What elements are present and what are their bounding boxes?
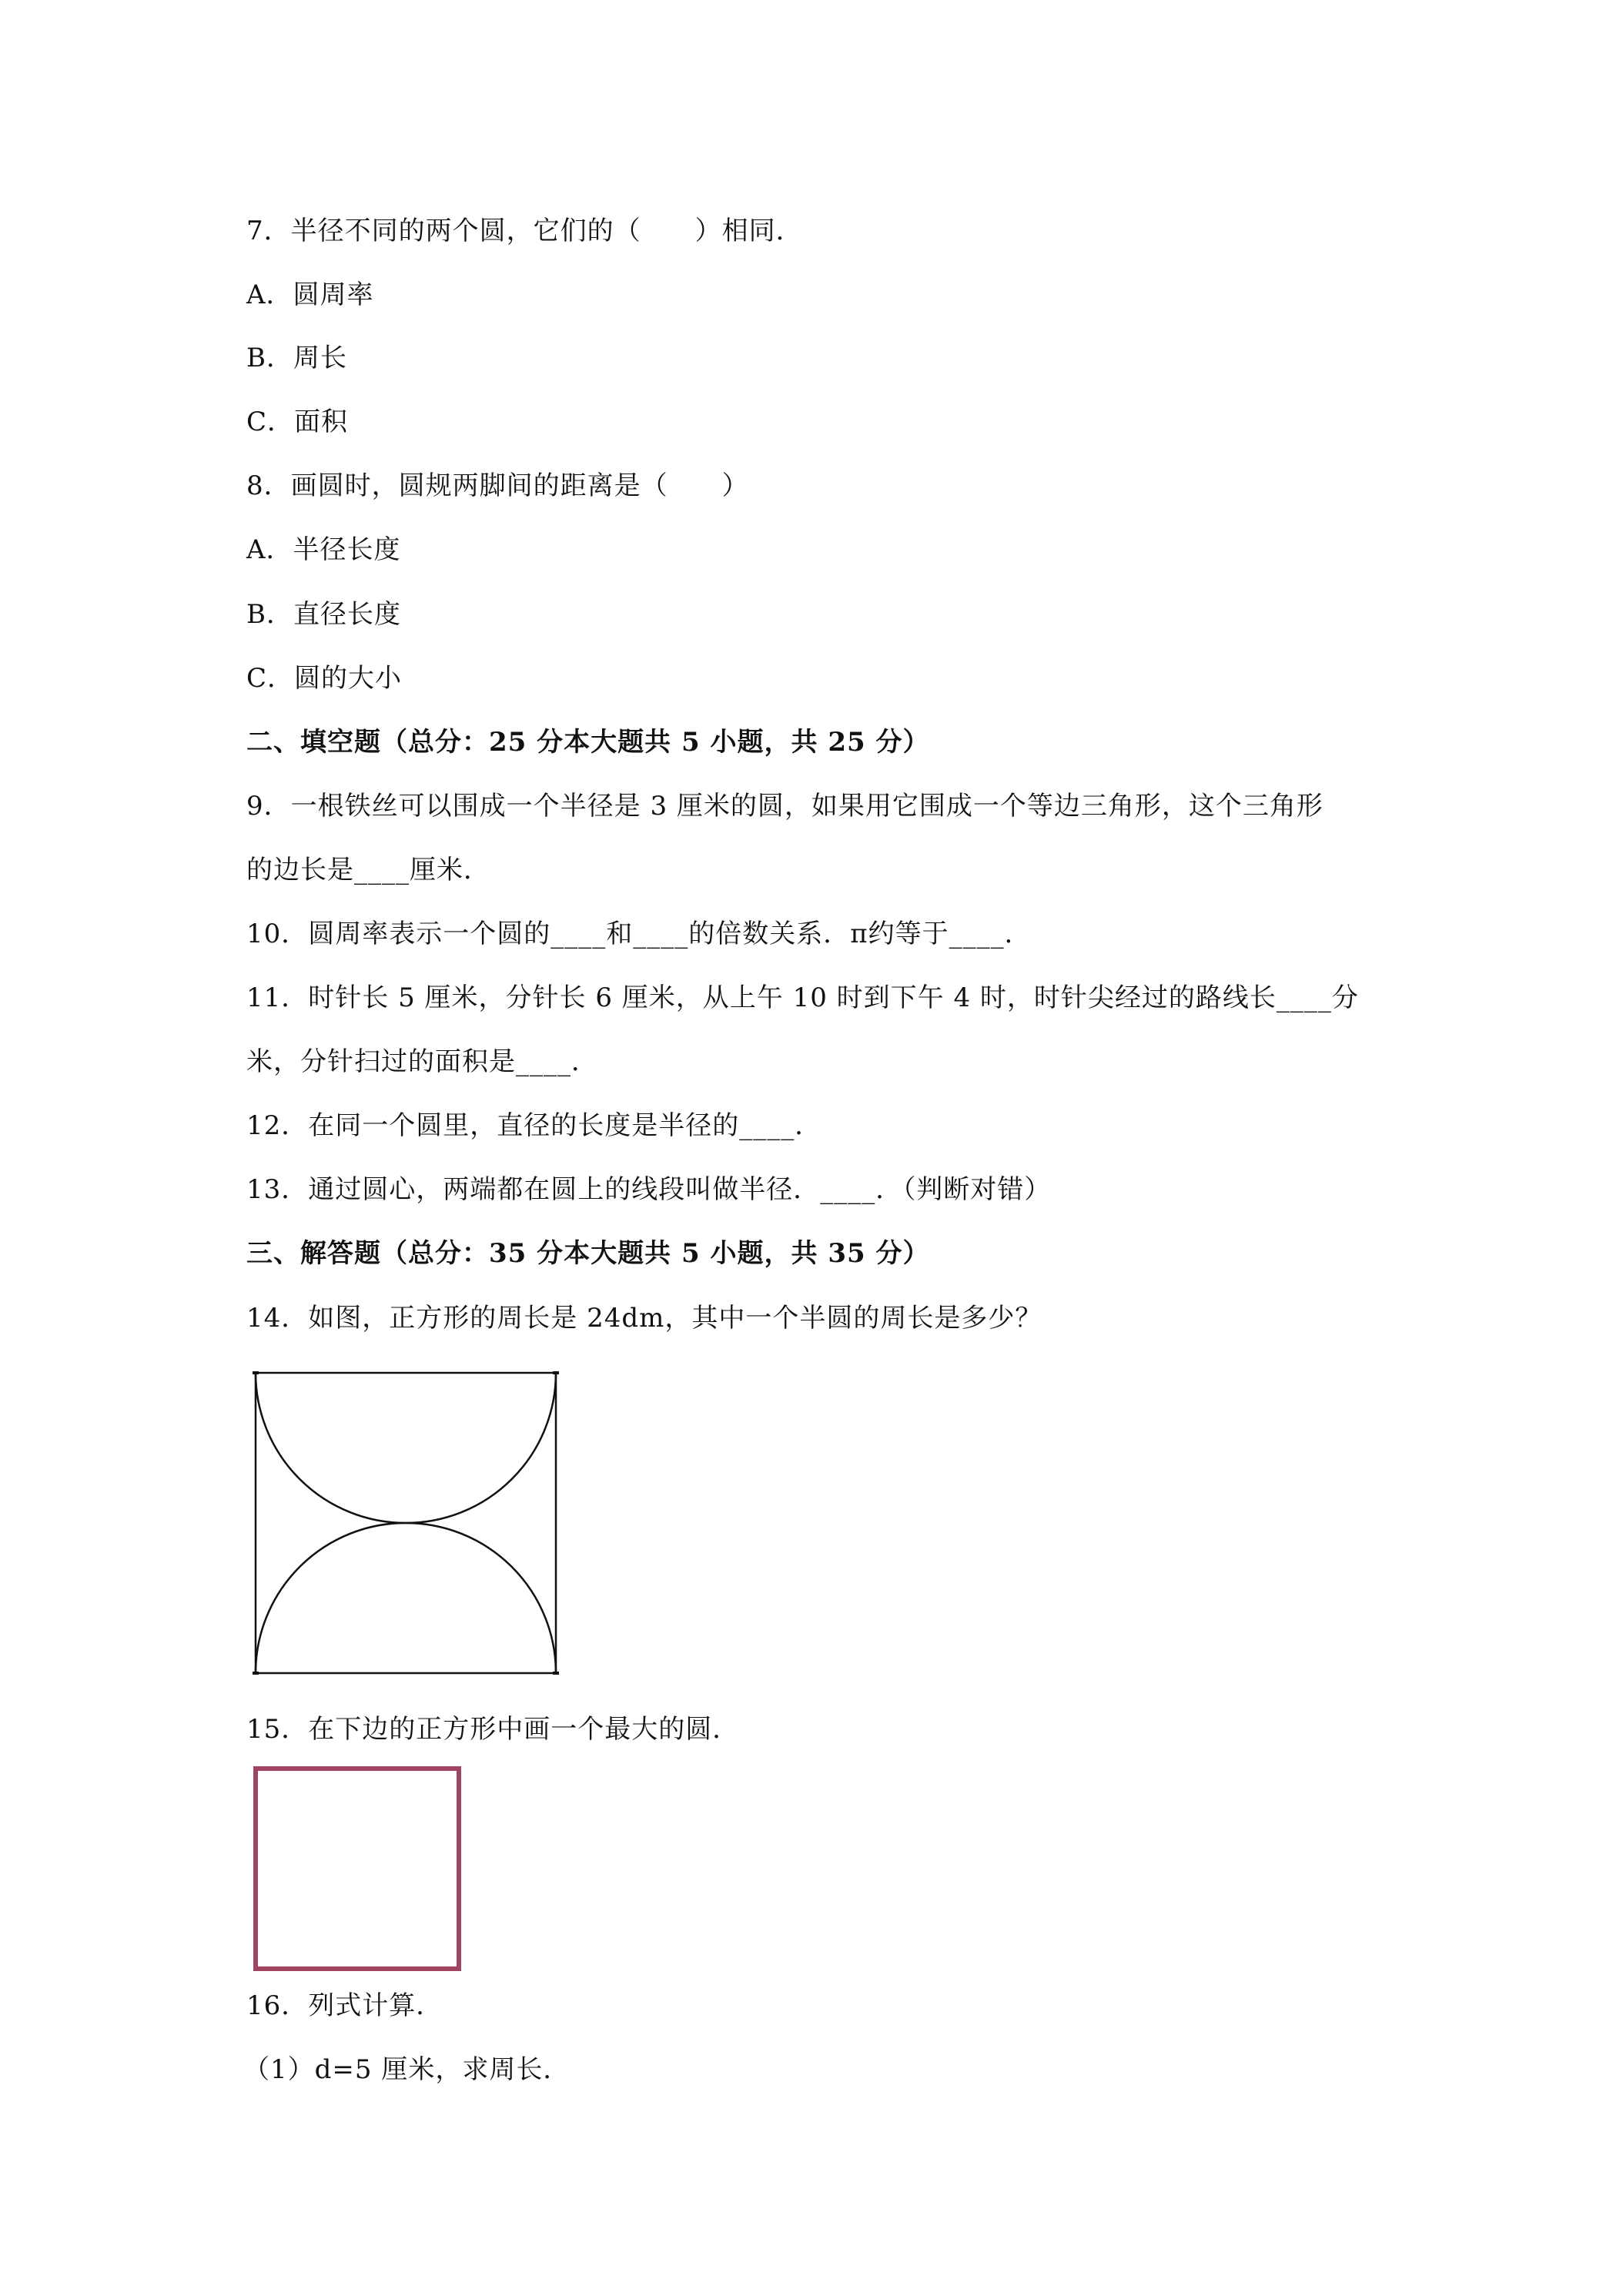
question-16-stem: 16．列式计算． <box>246 1990 443 2021</box>
question-15: 15．在下边的正方形中画一个最大的圆． <box>246 1714 740 1745</box>
question-11-line-2: 米，分针扫过的面积是____． <box>246 1046 598 1077</box>
question-16-part-1: （1）d=5 厘米，求周长． <box>243 2054 571 2085</box>
question-7-stem: 7．半径不同的两个圆，它们的（ ）相同． <box>246 216 803 246</box>
question-8-option-b: B．直径长度 <box>246 599 401 630</box>
question-7-option-c: C．面积 <box>246 407 349 437</box>
question-8-stem: 8．画圆时，圆规两脚间的距离是（ ） <box>246 470 749 501</box>
bottom-semicircle <box>256 1523 556 1673</box>
question-7-option-a: A．圆周率 <box>246 279 374 310</box>
top-semicircle <box>256 1373 556 1523</box>
section-2-heading: 二、填空题（总分：25 分本大题共 5 小题，共 25 分） <box>246 727 930 758</box>
question-12: 12．在同一个圆里，直径的长度是半径的____． <box>246 1110 822 1141</box>
question-10: 10．圆周率表示一个圆的____和____的倍数关系．π约等于____． <box>246 919 1032 949</box>
question-9-line-1: 9．一根铁丝可以围成一个半径是 3 厘米的圆，如果用它围成一个等边三角形，这个三角形 <box>246 791 1323 822</box>
question-13: 13．通过圆心，两端都在圆上的线段叫做半径．____．（判断对错） <box>246 1174 1052 1205</box>
section-3-heading: 三、解答题（总分：35 分本大题共 5 小题，共 35 分） <box>246 1238 930 1269</box>
question-8-option-c: C．圆的大小 <box>246 663 403 694</box>
question-15-drawing-square[interactable] <box>253 1766 461 1971</box>
question-14: 14．如图，正方形的周长是 24dm，其中一个半圆的周长是多少？ <box>246 1303 1042 1334</box>
question-14-figure <box>246 1367 562 1682</box>
question-8-option-a: A．半径长度 <box>246 534 401 565</box>
question-11-line-1: 11．时针长 5 厘米，分针长 6 厘米，从上午 10 时到下午 4 时，时针尖经过的路线长____分 <box>246 982 1359 1013</box>
question-9-line-2: 的边长是____厘米． <box>246 855 490 885</box>
question-7-option-b: B．周长 <box>246 343 347 373</box>
